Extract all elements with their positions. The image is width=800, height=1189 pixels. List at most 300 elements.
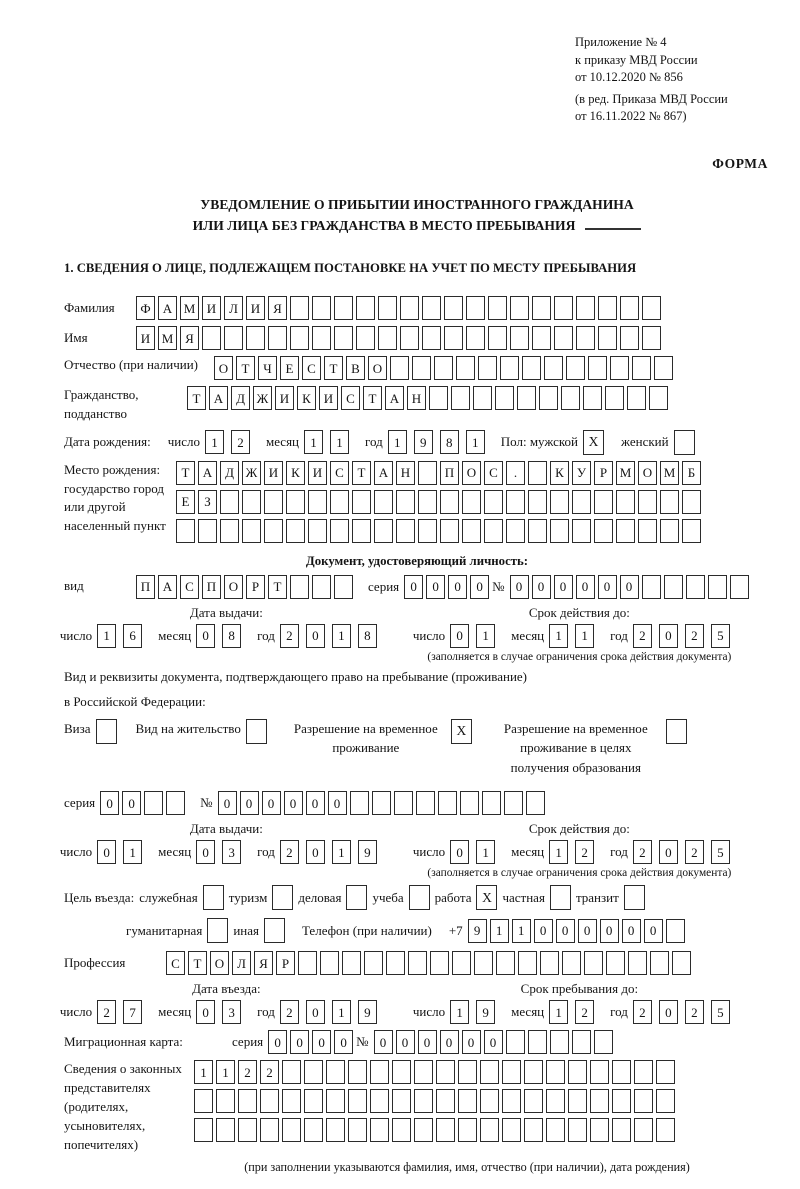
char-cell[interactable]: [550, 1030, 569, 1054]
char-cell[interactable]: [392, 1089, 411, 1113]
char-cell[interactable]: [224, 326, 243, 350]
char-cell[interactable]: [598, 296, 617, 320]
purpose-business-checkbox[interactable]: [346, 885, 367, 910]
char-cell[interactable]: [348, 1118, 367, 1142]
char-cell[interactable]: 2: [685, 1000, 704, 1024]
char-cell[interactable]: [466, 326, 485, 350]
char-cell[interactable]: [544, 356, 563, 380]
char-cell[interactable]: [590, 1060, 609, 1084]
char-cell[interactable]: М: [158, 326, 177, 350]
char-cell[interactable]: [412, 356, 431, 380]
char-cell[interactable]: [510, 326, 529, 350]
char-cell[interactable]: 1: [549, 624, 568, 648]
char-cell[interactable]: 0: [510, 575, 529, 599]
char-cell[interactable]: Т: [352, 461, 371, 485]
char-cell[interactable]: [440, 490, 459, 514]
char-cell[interactable]: [528, 519, 547, 543]
purpose-official-checkbox[interactable]: [203, 885, 224, 910]
char-cell[interactable]: [612, 1060, 631, 1084]
purpose-other-checkbox[interactable]: [264, 918, 285, 943]
char-cell[interactable]: 2: [685, 840, 704, 864]
char-cell[interactable]: 0: [659, 1000, 678, 1024]
char-cell[interactable]: [506, 519, 525, 543]
purpose-humanitarian-checkbox[interactable]: [207, 918, 228, 943]
char-cell[interactable]: [298, 951, 317, 975]
char-cell[interactable]: 5: [711, 624, 730, 648]
char-cell[interactable]: 0: [262, 791, 281, 815]
char-cell[interactable]: [524, 1118, 543, 1142]
char-cell[interactable]: [320, 951, 339, 975]
char-cell[interactable]: [220, 519, 239, 543]
char-cell[interactable]: [462, 519, 481, 543]
char-cell[interactable]: [502, 1089, 521, 1113]
char-cell[interactable]: [550, 490, 569, 514]
char-cell[interactable]: 1: [476, 840, 495, 864]
char-cell[interactable]: 1: [332, 624, 351, 648]
char-cell[interactable]: [518, 951, 537, 975]
char-cell[interactable]: [594, 1030, 613, 1054]
char-cell[interactable]: [264, 519, 283, 543]
purpose-work-checkbox[interactable]: X: [476, 885, 497, 910]
char-cell[interactable]: [356, 296, 375, 320]
char-cell[interactable]: [500, 356, 519, 380]
char-cell[interactable]: А: [158, 575, 177, 599]
char-cell[interactable]: 0: [306, 791, 325, 815]
char-cell[interactable]: О: [224, 575, 243, 599]
char-cell[interactable]: [326, 1060, 345, 1084]
char-cell[interactable]: Т: [176, 461, 195, 485]
char-cell[interactable]: 0: [448, 575, 467, 599]
char-cell[interactable]: [656, 1118, 675, 1142]
char-cell[interactable]: [144, 791, 163, 815]
char-cell[interactable]: [392, 1060, 411, 1084]
char-cell[interactable]: [436, 1089, 455, 1113]
char-cell[interactable]: [458, 1060, 477, 1084]
char-cell[interactable]: 0: [122, 791, 141, 815]
char-cell[interactable]: [632, 356, 651, 380]
char-cell[interactable]: [480, 1089, 499, 1113]
char-cell[interactable]: 1: [466, 430, 485, 454]
char-cell[interactable]: [286, 490, 305, 514]
char-cell[interactable]: 2: [633, 840, 652, 864]
char-cell[interactable]: [364, 951, 383, 975]
char-cell[interactable]: 1: [549, 1000, 568, 1024]
char-cell[interactable]: [308, 519, 327, 543]
char-cell[interactable]: [312, 326, 331, 350]
char-cell[interactable]: [654, 356, 673, 380]
char-cell[interactable]: 8: [358, 624, 377, 648]
char-cell[interactable]: 0: [578, 919, 597, 943]
char-cell[interactable]: [708, 575, 727, 599]
char-cell[interactable]: [176, 519, 195, 543]
char-cell[interactable]: Ж: [242, 461, 261, 485]
char-cell[interactable]: [198, 519, 217, 543]
char-cell[interactable]: [440, 519, 459, 543]
char-cell[interactable]: [572, 490, 591, 514]
char-cell[interactable]: 2: [280, 840, 299, 864]
char-cell[interactable]: 5: [711, 1000, 730, 1024]
char-cell[interactable]: 0: [328, 791, 347, 815]
char-cell[interactable]: [418, 519, 437, 543]
char-cell[interactable]: 1: [332, 1000, 351, 1024]
char-cell[interactable]: [576, 326, 595, 350]
char-cell[interactable]: 0: [554, 575, 573, 599]
char-cell[interactable]: [348, 1060, 367, 1084]
char-cell[interactable]: [312, 575, 331, 599]
char-cell[interactable]: 1: [388, 430, 407, 454]
char-cell[interactable]: [238, 1118, 257, 1142]
char-cell[interactable]: [326, 1118, 345, 1142]
char-cell[interactable]: 1: [304, 430, 323, 454]
char-cell[interactable]: [444, 296, 463, 320]
char-cell[interactable]: 2: [685, 624, 704, 648]
char-cell[interactable]: [304, 1060, 323, 1084]
char-cell[interactable]: [612, 1118, 631, 1142]
char-cell[interactable]: [474, 951, 493, 975]
sex-female-checkbox[interactable]: [674, 430, 695, 455]
char-cell[interactable]: [488, 326, 507, 350]
char-cell[interactable]: Т: [188, 951, 207, 975]
char-cell[interactable]: 0: [644, 919, 663, 943]
char-cell[interactable]: [524, 1060, 543, 1084]
char-cell[interactable]: [606, 951, 625, 975]
char-cell[interactable]: [610, 356, 629, 380]
char-cell[interactable]: 1: [476, 624, 495, 648]
char-cell[interactable]: [502, 1060, 521, 1084]
char-cell[interactable]: [649, 386, 668, 410]
char-cell[interactable]: [539, 386, 558, 410]
char-cell[interactable]: [462, 490, 481, 514]
char-cell[interactable]: [568, 1118, 587, 1142]
char-cell[interactable]: П: [440, 461, 459, 485]
char-cell[interactable]: 0: [462, 1030, 481, 1054]
char-cell[interactable]: [634, 1060, 653, 1084]
char-cell[interactable]: С: [180, 575, 199, 599]
char-cell[interactable]: 0: [404, 575, 423, 599]
char-cell[interactable]: [370, 1060, 389, 1084]
char-cell[interactable]: У: [572, 461, 591, 485]
char-cell[interactable]: [216, 1089, 235, 1113]
visa-checkbox[interactable]: [96, 719, 117, 744]
char-cell[interactable]: [506, 1030, 525, 1054]
char-cell[interactable]: [422, 296, 441, 320]
char-cell[interactable]: Т: [363, 386, 382, 410]
char-cell[interactable]: [396, 519, 415, 543]
temp-residence-checkbox[interactable]: X: [451, 719, 472, 744]
char-cell[interactable]: [282, 1060, 301, 1084]
char-cell[interactable]: 0: [426, 575, 445, 599]
char-cell[interactable]: [290, 575, 309, 599]
char-cell[interactable]: 1: [450, 1000, 469, 1024]
char-cell[interactable]: Р: [246, 575, 265, 599]
char-cell[interactable]: [682, 519, 701, 543]
char-cell[interactable]: 0: [450, 840, 469, 864]
char-cell[interactable]: Ф: [136, 296, 155, 320]
char-cell[interactable]: 1: [575, 624, 594, 648]
char-cell[interactable]: [504, 791, 523, 815]
char-cell[interactable]: [400, 326, 419, 350]
char-cell[interactable]: [414, 1060, 433, 1084]
char-cell[interactable]: [528, 461, 547, 485]
char-cell[interactable]: П: [136, 575, 155, 599]
char-cell[interactable]: О: [368, 356, 387, 380]
char-cell[interactable]: 8: [222, 624, 241, 648]
char-cell[interactable]: [510, 296, 529, 320]
char-cell[interactable]: [488, 296, 507, 320]
char-cell[interactable]: [438, 791, 457, 815]
char-cell[interactable]: [526, 791, 545, 815]
char-cell[interactable]: [334, 326, 353, 350]
char-cell[interactable]: Л: [232, 951, 251, 975]
purpose-transit-checkbox[interactable]: [624, 885, 645, 910]
char-cell[interactable]: 0: [659, 624, 678, 648]
char-cell[interactable]: М: [660, 461, 679, 485]
char-cell[interactable]: [350, 791, 369, 815]
char-cell[interactable]: К: [286, 461, 305, 485]
char-cell[interactable]: С: [166, 951, 185, 975]
char-cell[interactable]: 0: [440, 1030, 459, 1054]
char-cell[interactable]: [268, 326, 287, 350]
char-cell[interactable]: [330, 519, 349, 543]
char-cell[interactable]: [550, 519, 569, 543]
char-cell[interactable]: [451, 386, 470, 410]
char-cell[interactable]: [394, 791, 413, 815]
char-cell[interactable]: И: [136, 326, 155, 350]
char-cell[interactable]: [561, 386, 580, 410]
purpose-study-checkbox[interactable]: [409, 885, 430, 910]
char-cell[interactable]: 0: [470, 575, 489, 599]
char-cell[interactable]: [480, 1118, 499, 1142]
char-cell[interactable]: [286, 519, 305, 543]
char-cell[interactable]: [528, 490, 547, 514]
char-cell[interactable]: 1: [512, 919, 531, 943]
char-cell[interactable]: 0: [284, 791, 303, 815]
char-cell[interactable]: [260, 1089, 279, 1113]
char-cell[interactable]: 2: [575, 1000, 594, 1024]
char-cell[interactable]: [554, 296, 573, 320]
char-cell[interactable]: [436, 1118, 455, 1142]
char-cell[interactable]: 0: [450, 624, 469, 648]
char-cell[interactable]: [372, 791, 391, 815]
char-cell[interactable]: [568, 1089, 587, 1113]
char-cell[interactable]: [458, 1089, 477, 1113]
char-cell[interactable]: 0: [534, 919, 553, 943]
char-cell[interactable]: Н: [407, 386, 426, 410]
char-cell[interactable]: 8: [440, 430, 459, 454]
char-cell[interactable]: [566, 356, 585, 380]
char-cell[interactable]: [598, 326, 617, 350]
char-cell[interactable]: Р: [594, 461, 613, 485]
char-cell[interactable]: [326, 1089, 345, 1113]
char-cell[interactable]: 0: [659, 840, 678, 864]
char-cell[interactable]: [304, 1118, 323, 1142]
char-cell[interactable]: [562, 951, 581, 975]
char-cell[interactable]: [642, 326, 661, 350]
char-cell[interactable]: 0: [598, 575, 617, 599]
char-cell[interactable]: [429, 386, 448, 410]
char-cell[interactable]: 0: [97, 840, 116, 864]
char-cell[interactable]: И: [308, 461, 327, 485]
char-cell[interactable]: 0: [306, 1000, 325, 1024]
char-cell[interactable]: А: [374, 461, 393, 485]
char-cell[interactable]: 1: [194, 1060, 213, 1084]
char-cell[interactable]: Р: [276, 951, 295, 975]
char-cell[interactable]: 0: [620, 575, 639, 599]
char-cell[interactable]: [682, 490, 701, 514]
char-cell[interactable]: .: [506, 461, 525, 485]
char-cell[interactable]: [282, 1089, 301, 1113]
char-cell[interactable]: В: [346, 356, 365, 380]
char-cell[interactable]: [308, 490, 327, 514]
char-cell[interactable]: 1: [123, 840, 142, 864]
char-cell[interactable]: [370, 1089, 389, 1113]
char-cell[interactable]: [194, 1118, 213, 1142]
char-cell[interactable]: [444, 326, 463, 350]
char-cell[interactable]: 1: [332, 840, 351, 864]
char-cell[interactable]: О: [462, 461, 481, 485]
char-cell[interactable]: 0: [306, 840, 325, 864]
char-cell[interactable]: [495, 386, 514, 410]
char-cell[interactable]: 2: [575, 840, 594, 864]
char-cell[interactable]: 0: [556, 919, 575, 943]
char-cell[interactable]: [312, 296, 331, 320]
char-cell[interactable]: 0: [306, 624, 325, 648]
char-cell[interactable]: 1: [216, 1060, 235, 1084]
char-cell[interactable]: [260, 1118, 279, 1142]
char-cell[interactable]: А: [209, 386, 228, 410]
char-cell[interactable]: 2: [238, 1060, 257, 1084]
char-cell[interactable]: 5: [711, 840, 730, 864]
char-cell[interactable]: [202, 326, 221, 350]
char-cell[interactable]: [656, 1060, 675, 1084]
char-cell[interactable]: Л: [224, 296, 243, 320]
char-cell[interactable]: З: [198, 490, 217, 514]
char-cell[interactable]: И: [202, 296, 221, 320]
char-cell[interactable]: [532, 326, 551, 350]
char-cell[interactable]: 2: [260, 1060, 279, 1084]
char-cell[interactable]: 0: [396, 1030, 415, 1054]
char-cell[interactable]: [528, 1030, 547, 1054]
char-cell[interactable]: [216, 1118, 235, 1142]
char-cell[interactable]: А: [158, 296, 177, 320]
char-cell[interactable]: [730, 575, 749, 599]
char-cell[interactable]: [370, 1118, 389, 1142]
char-cell[interactable]: [330, 490, 349, 514]
char-cell[interactable]: [416, 791, 435, 815]
char-cell[interactable]: [246, 326, 265, 350]
char-cell[interactable]: [334, 296, 353, 320]
char-cell[interactable]: [374, 519, 393, 543]
char-cell[interactable]: 1: [97, 624, 116, 648]
residence-permit-checkbox[interactable]: [246, 719, 267, 744]
char-cell[interactable]: С: [484, 461, 503, 485]
char-cell[interactable]: 9: [414, 430, 433, 454]
char-cell[interactable]: 1: [490, 919, 509, 943]
char-cell[interactable]: [418, 490, 437, 514]
char-cell[interactable]: [605, 386, 624, 410]
char-cell[interactable]: [304, 1089, 323, 1113]
char-cell[interactable]: [546, 1060, 565, 1084]
char-cell[interactable]: [506, 490, 525, 514]
char-cell[interactable]: [484, 490, 503, 514]
char-cell[interactable]: [452, 951, 471, 975]
char-cell[interactable]: О: [210, 951, 229, 975]
char-cell[interactable]: [638, 519, 657, 543]
char-cell[interactable]: [583, 386, 602, 410]
char-cell[interactable]: А: [385, 386, 404, 410]
char-cell[interactable]: [482, 791, 501, 815]
char-cell[interactable]: К: [550, 461, 569, 485]
char-cell[interactable]: [374, 490, 393, 514]
char-cell[interactable]: С: [330, 461, 349, 485]
char-cell[interactable]: [590, 1118, 609, 1142]
char-cell[interactable]: [378, 326, 397, 350]
char-cell[interactable]: [348, 1089, 367, 1113]
char-cell[interactable]: 0: [576, 575, 595, 599]
char-cell[interactable]: И: [319, 386, 338, 410]
char-cell[interactable]: [612, 1089, 631, 1113]
char-cell[interactable]: [650, 951, 669, 975]
char-cell[interactable]: [620, 296, 639, 320]
char-cell[interactable]: [342, 951, 361, 975]
char-cell[interactable]: 9: [468, 919, 487, 943]
char-cell[interactable]: 7: [123, 1000, 142, 1024]
char-cell[interactable]: И: [264, 461, 283, 485]
char-cell[interactable]: 0: [240, 791, 259, 815]
char-cell[interactable]: 9: [476, 1000, 495, 1024]
char-cell[interactable]: [220, 490, 239, 514]
char-cell[interactable]: 9: [358, 1000, 377, 1024]
char-cell[interactable]: Б: [682, 461, 701, 485]
char-cell[interactable]: 3: [222, 1000, 241, 1024]
char-cell[interactable]: [352, 519, 371, 543]
char-cell[interactable]: 9: [358, 840, 377, 864]
char-cell[interactable]: [666, 919, 685, 943]
char-cell[interactable]: Д: [220, 461, 239, 485]
char-cell[interactable]: [466, 296, 485, 320]
char-cell[interactable]: [480, 1060, 499, 1084]
char-cell[interactable]: Ж: [253, 386, 272, 410]
char-cell[interactable]: [616, 490, 635, 514]
char-cell[interactable]: [584, 951, 603, 975]
char-cell[interactable]: Н: [396, 461, 415, 485]
char-cell[interactable]: [620, 326, 639, 350]
char-cell[interactable]: [588, 356, 607, 380]
char-cell[interactable]: [546, 1118, 565, 1142]
char-cell[interactable]: [627, 386, 646, 410]
char-cell[interactable]: [590, 1089, 609, 1113]
char-cell[interactable]: 2: [280, 624, 299, 648]
char-cell[interactable]: [660, 519, 679, 543]
char-cell[interactable]: [576, 296, 595, 320]
char-cell[interactable]: А: [198, 461, 217, 485]
char-cell[interactable]: Т: [268, 575, 287, 599]
char-cell[interactable]: [664, 575, 683, 599]
char-cell[interactable]: С: [341, 386, 360, 410]
char-cell[interactable]: [434, 356, 453, 380]
char-cell[interactable]: [436, 1060, 455, 1084]
char-cell[interactable]: 2: [633, 1000, 652, 1024]
char-cell[interactable]: 0: [334, 1030, 353, 1054]
char-cell[interactable]: С: [302, 356, 321, 380]
purpose-private-checkbox[interactable]: [550, 885, 571, 910]
char-cell[interactable]: [616, 519, 635, 543]
char-cell[interactable]: [524, 1089, 543, 1113]
char-cell[interactable]: 0: [100, 791, 119, 815]
char-cell[interactable]: [686, 575, 705, 599]
char-cell[interactable]: 0: [374, 1030, 393, 1054]
char-cell[interactable]: [414, 1118, 433, 1142]
